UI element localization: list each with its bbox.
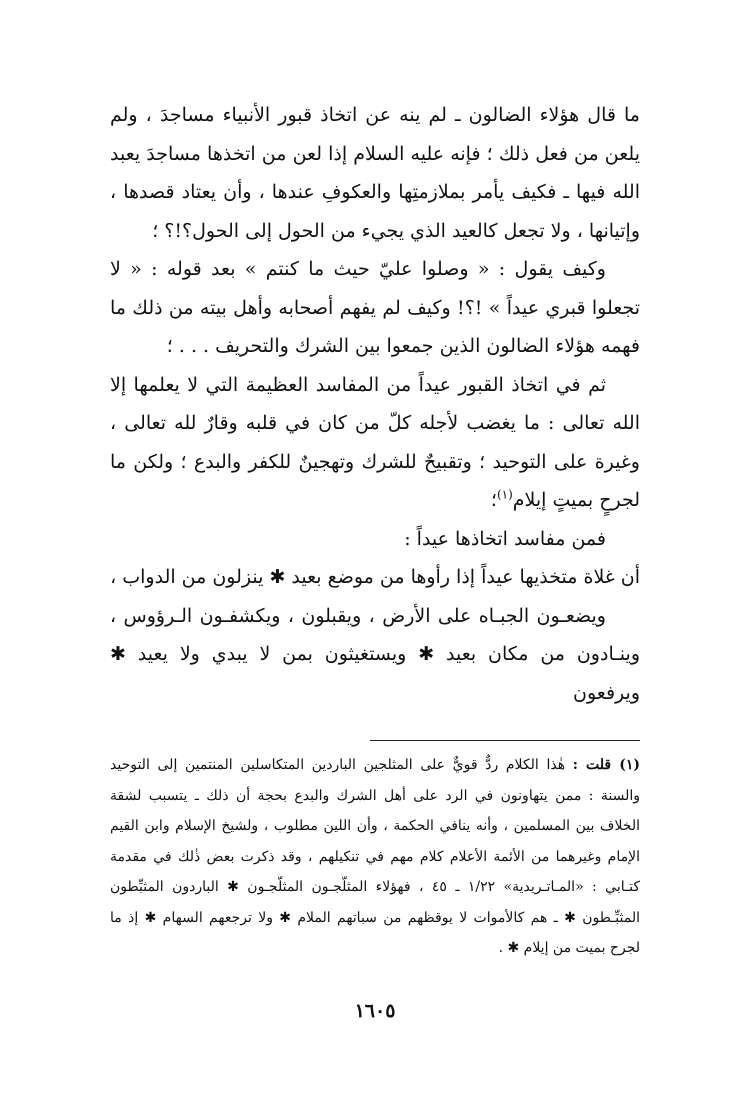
paragraph-3-text: ثم في اتخاذ القبور عيداً من المفاسد العظيمة التي لا يعلمها إلا الله تعالى : ما يغضب لأجله كلّ من كان في قلبه وقارٌ لله تعالى ، وغيرة على التوحيد ؛ وتقبيحٌ للشرك وتهجينٌ للكفر والبدع ؛ ولكن ما لجرحٍ بميتٍ إيلام xyxy=(110,373,640,511)
paragraph-4: فمن مفاسد اتخاذها عيداً : xyxy=(404,527,606,550)
paragraph-3 xyxy=(110,366,640,520)
paragraph-6: ويضعـون الجبـاه على الأرض ، ويقبلون ، ويكشفـون الـرؤوس ، وينـادون من مكان بعيد ✱ ويستغيثون بمن لا يبدي ولا يعيد ✱ ويرفعون xyxy=(110,604,640,704)
paragraph-2: وكيف يقول : « وصلوا عليّ حيث ما كنتم » بعد قوله : « لا تجعلوا قبري عيداً » !؟! وكيف لم يفهم أصحابه وأهل بيته من ذلك ما فهمه هؤلاء الضالون الذين جمعوا بين الشرك والتحريف . . . ؛ xyxy=(110,258,640,357)
footnote-label: (١) قلت : xyxy=(572,757,641,773)
footnote-separator xyxy=(370,740,640,741)
main-text xyxy=(110,96,640,712)
footnote-reference: (١) xyxy=(496,487,513,502)
paragraph-5: أن غلاة متخذيها عيداً إذا رأوها من موضع بعيد ✱ ينزلون من الدواب ، xyxy=(110,566,640,588)
footnote-text: هٰذا الكلام ردٌّ قويٌّ على المثلجين الباردين المتكاسلين المنتمين إلى التوحيد والسنة : ممن يتهاونون في الرد على أهل الشرك والبدع بحجة أن ذلك ـ يتسبب لشقة الخلاف بين المسلمين ، وأنه ينافي الحكمة ، وأن اللين مطلوب ، ولشيخ الإسلام وابن القيم الإمام وغيرهما من الأئمة الأعلام كلام مهم في تنكيلهم ، وقد ذكرت بعض ذٰلك في مقدمة كتـابي : «المـاتـريدية» ١/٢٢ ـ ٤٥ ، فهؤلاء المثلّجـون المثلّجـون ✱ الباردون المثبِّطون المثبِّـطون ✱ ـ هم كالأموات لا يوقظهم من سباتهم الملام ✱ ولا ترجعهم السهام ✱ إذ ما لجرح بميت من إيلام ✱ . xyxy=(110,757,640,956)
paragraph-1: ما قال هؤلاء الضالون ـ لم ينه عن اتخاذ قبور الأنبياء مساجدَ ، ولم يلعن من فعل ذلك ؛ فإنه عليه السلام إذا لعن من اتخذها مساجدَ يعبد الله فيها ـ فكيف يأمر بملازمتِها والعكوفِ عندها ، وأن يعتاد قصدها ، وإتيانها ، ولا تجعل كالعيد الذي يجيء من الحول إلى الحول؟!؟ ؛ xyxy=(110,104,640,242)
page-number: ١٦٠٥ xyxy=(354,1000,396,1022)
paragraph-3-end: ؛ xyxy=(490,489,497,511)
footnote xyxy=(110,750,640,964)
